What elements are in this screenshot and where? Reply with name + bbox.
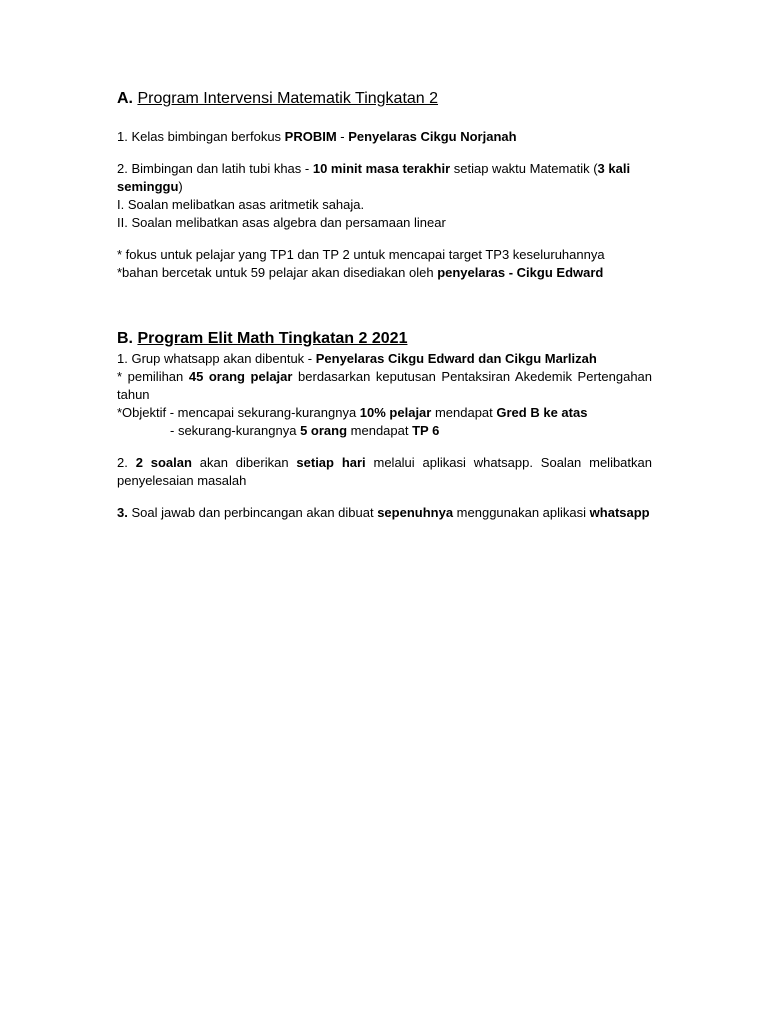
section-b-pemilihan: * pemilihan 45 orang pelajar berdasarkan keputusan Pentaksiran Akedemik Pertengahan tahun [117, 369, 653, 402]
section-a-letter: A. [117, 90, 133, 107]
section-b-letter: B. [117, 330, 133, 347]
section-b-objektif: *Objektif - mencapai sekurang-kurangnya 10% pelajar mendapat Gred B ke atas [117, 405, 588, 420]
section-a-sub-2: II. Soalan melibatkan asas algebra dan persamaan linear [117, 215, 446, 230]
section-b-objektif-2: - sekurang-kurangnya 5 orang mendapat TP 6 [170, 423, 440, 438]
section-a-item-2: 2. Bimbingan dan latih tubi khas - 10 minit masa terakhir setiap waktu Matematik (3 kali seminggu) [117, 161, 631, 194]
section-b-heading [117, 328, 652, 350]
section-a-note-1: * fokus untuk pelajar yang TP1 dan TP 2 untuk mencapai target TP3 keseluruhannya [117, 247, 605, 262]
section-a-title: Program Intervensi Matematik Tingkatan 2 [137, 90, 439, 107]
section-b-item-3: 3. Soal jawab dan perbincangan akan dibuat sepenuhnya menggunakan aplikasi whatsapp [117, 505, 650, 520]
section-a-note-2: *bahan bercetak untuk 59 pelajar akan disediakan oleh penyelaras - Cikgu Edward [117, 265, 604, 280]
section-b-item-1: 1. Grup whatsapp akan dibentuk - Penyelaras Cikgu Edward dan Cikgu Marlizah [117, 351, 597, 366]
section-a-heading [117, 88, 652, 110]
section-b-item-2: 2. 2 soalan akan diberikan setiap hari melalui aplikasi whatsapp. Soalan melibatkan penyelesaian masalah [117, 455, 652, 488]
document-body [117, 88, 652, 522]
section-a-item-1: 1. Kelas bimbingan berfokus PROBIM - Penyelaras Cikgu Norjanah [117, 129, 517, 144]
section-b-title: Program Elit Math Tingkatan 2 2021 [137, 330, 408, 347]
section-a-sub-1: I. Soalan melibatkan asas aritmetik sahaja. [117, 197, 365, 212]
